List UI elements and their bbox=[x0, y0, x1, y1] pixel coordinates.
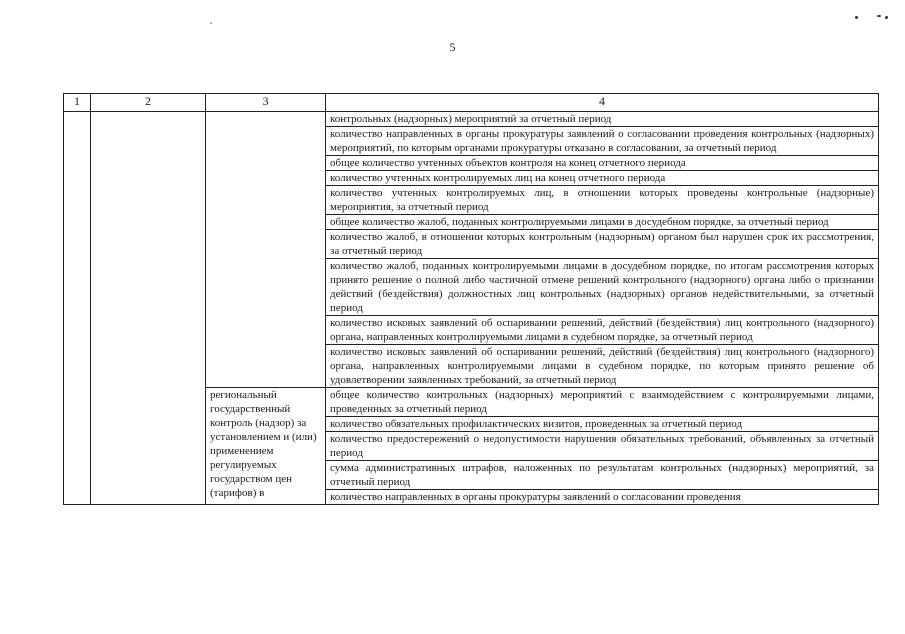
col1-cell bbox=[64, 112, 91, 505]
col3-cell bbox=[206, 112, 326, 388]
indicator-cell: количество жалоб, поданных контролируемыми лицами в досудебном порядке, по итогам рассмотрения которых принято решение о полной либо частичной отмене решений контрольного (надзорного) органа либо о признании действий (бездействия) должностных лиц контрольных (надзорных) органов недействительными, за отчетный период bbox=[326, 259, 879, 316]
column-header: 1 bbox=[64, 94, 91, 112]
scan-speck bbox=[210, 22, 212, 24]
control-type-cell: региональный государственный контроль (надзор) за установлением и (или) применением регулируемых государством цен (тарифов) в bbox=[206, 388, 326, 505]
indicator-cell: количество жалоб, в отношении которых контрольным (надзорным) органом был нарушен срок их рассмотрения, за отчетный период bbox=[326, 230, 879, 259]
indicator-cell: количество учтенных контролируемых лиц на конец отчетного периода bbox=[326, 171, 879, 186]
indicator-cell: количество предостережений о недопустимости нарушения обязательных требований, объявленных за отчетный период bbox=[326, 432, 879, 461]
scan-speck bbox=[855, 16, 858, 19]
indicator-cell: сумма административных штрафов, наложенных по результатам контрольных (надзорных) мероприятий, за отчетный период bbox=[326, 461, 879, 490]
scan-speck bbox=[885, 16, 888, 19]
indicator-cell: количество направленных в органы прокуратуры заявлений о согласовании проведения bbox=[326, 490, 879, 505]
indicator-cell: количество направленных в органы прокуратуры заявлений о согласовании проведения контрольных (надзорных) мероприятий, по которым органами прокуратуры отказано в согласовании, за отчетный период bbox=[326, 127, 879, 156]
indicators-table bbox=[63, 93, 879, 505]
indicator-cell: контрольных (надзорных) мероприятий за отчетный период bbox=[326, 112, 879, 127]
column-header: 3 bbox=[206, 94, 326, 112]
column-header: 4 bbox=[326, 94, 879, 112]
table-header-row bbox=[64, 94, 879, 112]
table-row bbox=[64, 112, 879, 127]
page-number: 5 bbox=[449, 40, 456, 54]
indicator-cell: количество исковых заявлений об оспаривании решений, действий (бездействия) лиц контрольного (надзорного) органа, направленных контролируемыми лицами в судебном порядке, за отчетный период bbox=[326, 316, 879, 345]
indicator-cell: общее количество жалоб, поданных контролируемыми лицами в досудебном порядке, за отчетный период bbox=[326, 215, 879, 230]
indicator-cell: общее количество учтенных объектов контроля на конец отчетного периода bbox=[326, 156, 879, 171]
column-header: 2 bbox=[91, 94, 206, 112]
indicator-cell: количество исковых заявлений об оспаривании решений, действий (бездействия) лиц контрольного (надзорного) органа, направленных контролируемыми лицами в судебном порядке, по которым принято решение об удовлетворении заявленных требований, за отчетный период bbox=[326, 345, 879, 388]
indicator-cell: количество учтенных контролируемых лиц, в отношении которых проведены контрольные (надзорные) мероприятия, за отчетный период bbox=[326, 186, 879, 215]
col2-cell bbox=[91, 112, 206, 505]
scan-speck bbox=[877, 15, 881, 17]
indicator-cell: количество обязательных профилактических визитов, проведенных за отчетный период bbox=[326, 417, 879, 432]
indicator-cell: общее количество контрольных (надзорных) мероприятий с взаимодействием с контролируемыми лицами, проведенных за отчетный период bbox=[326, 388, 879, 417]
